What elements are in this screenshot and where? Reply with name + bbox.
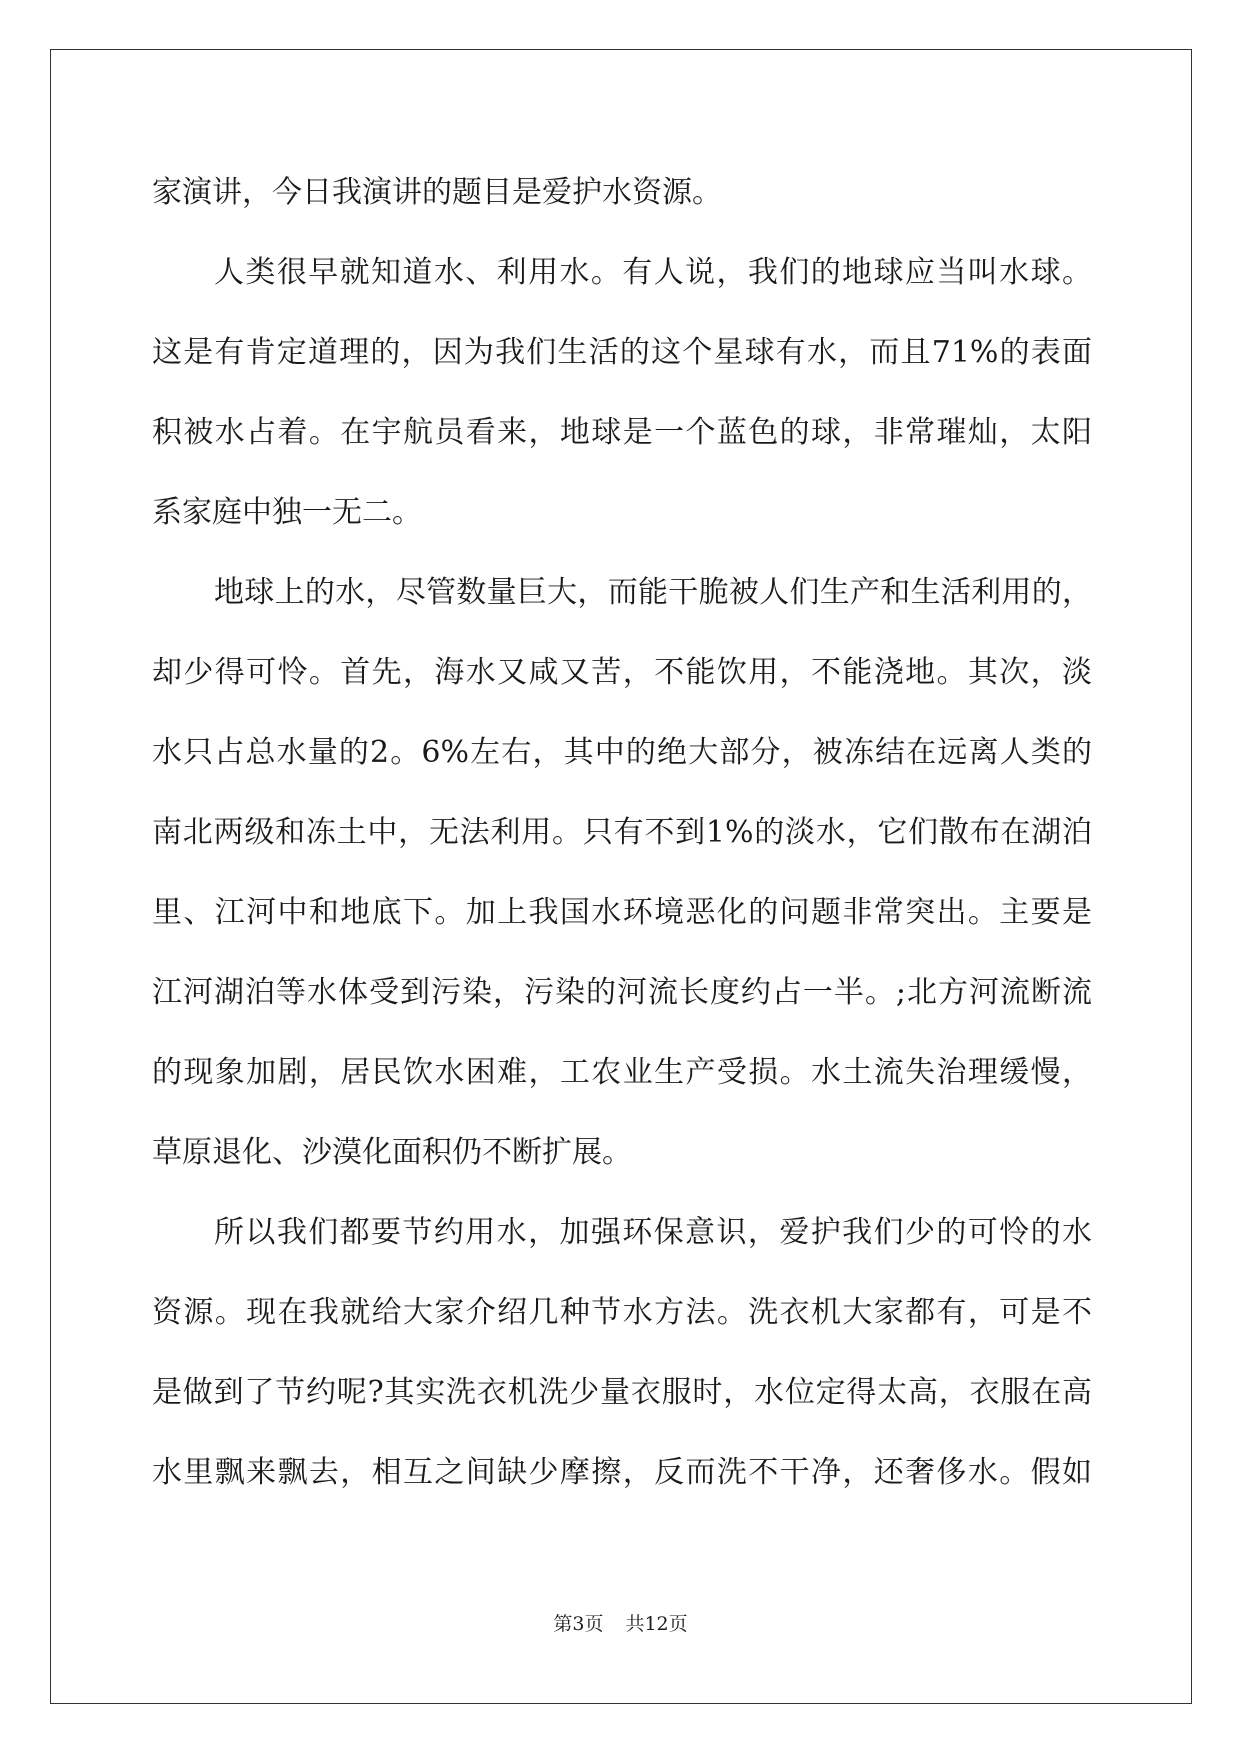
text-line: 地球上的水，尽管数量巨大，而能干脆被人们生产和生活利用的， — [214, 575, 1092, 610]
page-footer — [0, 1612, 1241, 1636]
text-line: 所以我们都要节约用水，加强环保意识，爱护我们少的可怜的水 — [214, 1215, 1092, 1250]
text-line: 家演讲，今日我演讲的题目是爱护水资源。 — [152, 175, 722, 210]
text-line: 水只占总水量的2。6%左右，其中的绝大部分，被冻结在远离人类的 — [152, 735, 1092, 770]
text-line: 是做到了节约呢?其实洗衣机洗少量衣服时，水位定得太高，衣服在高 — [152, 1375, 1092, 1410]
text-line: 南北两级和冻土中，无法利用。只有不到1%的淡水，它们散布在湖泊 — [152, 815, 1092, 850]
text-line: 里、江河中和地底下。加上我国水环境恶化的问题非常突出。主要是 — [152, 895, 1092, 930]
page-total: 共12页 — [625, 1613, 688, 1635]
text-line: 系家庭中独一无二。 — [152, 495, 422, 530]
page-number: 第3页 — [553, 1613, 604, 1635]
text-line: 却少得可怜。首先，海水又咸又苦，不能饮用，不能浇地。其次，淡 — [152, 655, 1092, 690]
text-line: 的现象加剧，居民饮水困难，工农业生产受损。水土流失治理缓慢， — [152, 1055, 1092, 1090]
text-line: 资源。现在我就给大家介绍几种节水方法。洗衣机大家都有，可是不 — [152, 1295, 1092, 1330]
text-line: 草原退化、沙漠化面积仍不断扩展。 — [152, 1135, 632, 1170]
text-line: 积被水占着。在宇航员看来，地球是一个蓝色的球，非常璀灿，太阳 — [152, 415, 1092, 450]
text-line: 人类很早就知道水、利用水。有人说，我们的地球应当叫水球。 — [214, 255, 1092, 290]
text-line: 水里飘来飘去，相互之间缺少摩擦，反而洗不干净，还奢侈水。假如 — [152, 1455, 1092, 1490]
text-line: 江河湖泊等水体受到污染，污染的河流长度约占一半。;北方河流断流 — [152, 975, 1092, 1010]
document-body — [152, 153, 1092, 1513]
text-line: 这是有肯定道理的，因为我们生活的这个星球有水，而且71%的表面 — [152, 335, 1092, 370]
